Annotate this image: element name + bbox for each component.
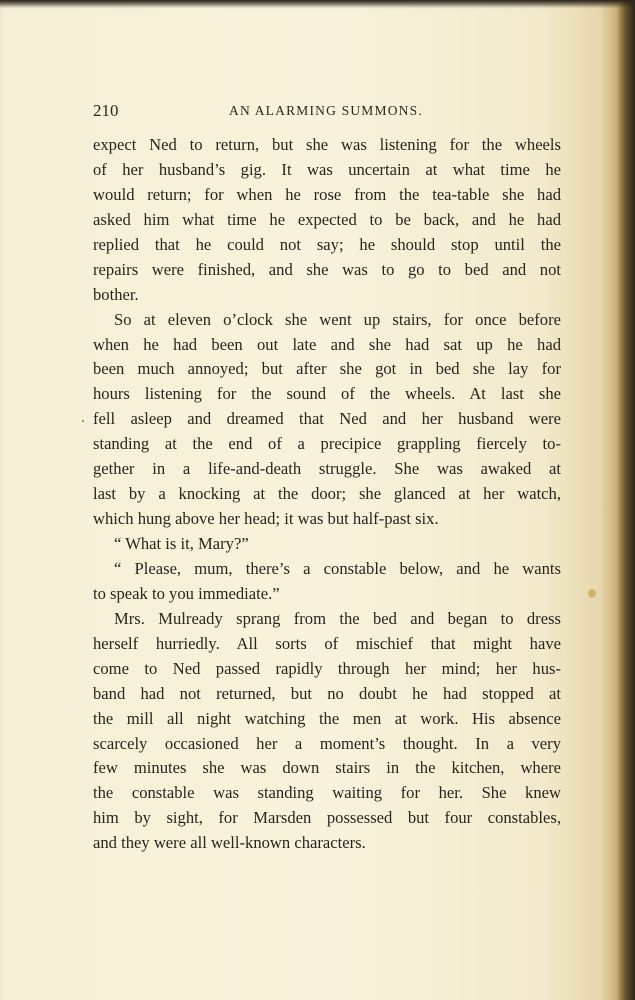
text-line: which hung above her head; it was but half-past six. (93, 509, 439, 529)
text-line: standing at the end of a precipice grappling fiercely to- (93, 434, 561, 454)
ink-blot (588, 589, 596, 598)
text-line: come to Ned passed rapidly through her mind; her hus- (93, 658, 561, 678)
page-number: 210 (93, 101, 119, 120)
text-line: expect Ned to return, but she was listening for the wheels (93, 135, 561, 154)
body-text (93, 133, 561, 856)
text-line: “ Please, mum, there’s a constable below, and he wants (114, 558, 561, 578)
text-line: few minutes she was down stairs in the kitchen, where (93, 758, 561, 778)
text-line: hours listening for the sound of the wheels. At last she (93, 384, 561, 404)
text-line: asked him what time he expected to be back, and he had (93, 209, 561, 229)
text-line: herself hurriedly. All sorts of mischief that might have (93, 633, 561, 653)
text-line: last by a knocking at the door; she glanced at her watch, (93, 484, 561, 504)
text-line: So at eleven o’clock she went up stairs, for once before (114, 309, 561, 329)
text-line: band had not returned, but no doubt he had stopped at (93, 683, 561, 703)
text-line: Mrs. Mulready sprang from the bed and began to dress (114, 608, 561, 628)
text-line: bother. (93, 284, 139, 304)
text-line: repairs were finished, and she was to go to bed and not (93, 259, 561, 279)
text-line: replied that he could not say; he should stop until the (93, 234, 561, 254)
text-line: would return; for when he rose from the tea-table she had (93, 184, 561, 204)
page-edge (618, 0, 635, 1000)
text-line: him by sight, for Marsden possessed but four constables, (93, 808, 561, 828)
text-line: and they were all well-known characters. (93, 833, 366, 853)
text-line: been much annoyed; but after she got in bed she lay for (93, 359, 561, 379)
text-line: to speak to you immediate.” (93, 583, 280, 603)
top-shadow (0, 0, 635, 8)
margin-mark (82, 420, 84, 422)
text-line: scarcely occasioned her a moment’s thought. In a very (93, 733, 561, 753)
running-head (93, 101, 561, 121)
text-line: when he had been out late and she had sat up he had (93, 334, 561, 354)
text-line: the constable was standing waiting for her. She knew (93, 783, 561, 803)
text-line: gether in a life-and-death struggle. She was awaked at (93, 459, 561, 479)
text-line: of her husband’s gig. It was uncertain at what time he (93, 159, 561, 179)
text-line: “ What is it, Mary?” (114, 534, 249, 553)
text-line: fell asleep and dreamed that Ned and her husband were (93, 409, 561, 429)
text-line: the mill all night watching the men at work. His absence (93, 708, 561, 728)
running-title: AN ALARMING SUMMONS. (229, 103, 423, 118)
